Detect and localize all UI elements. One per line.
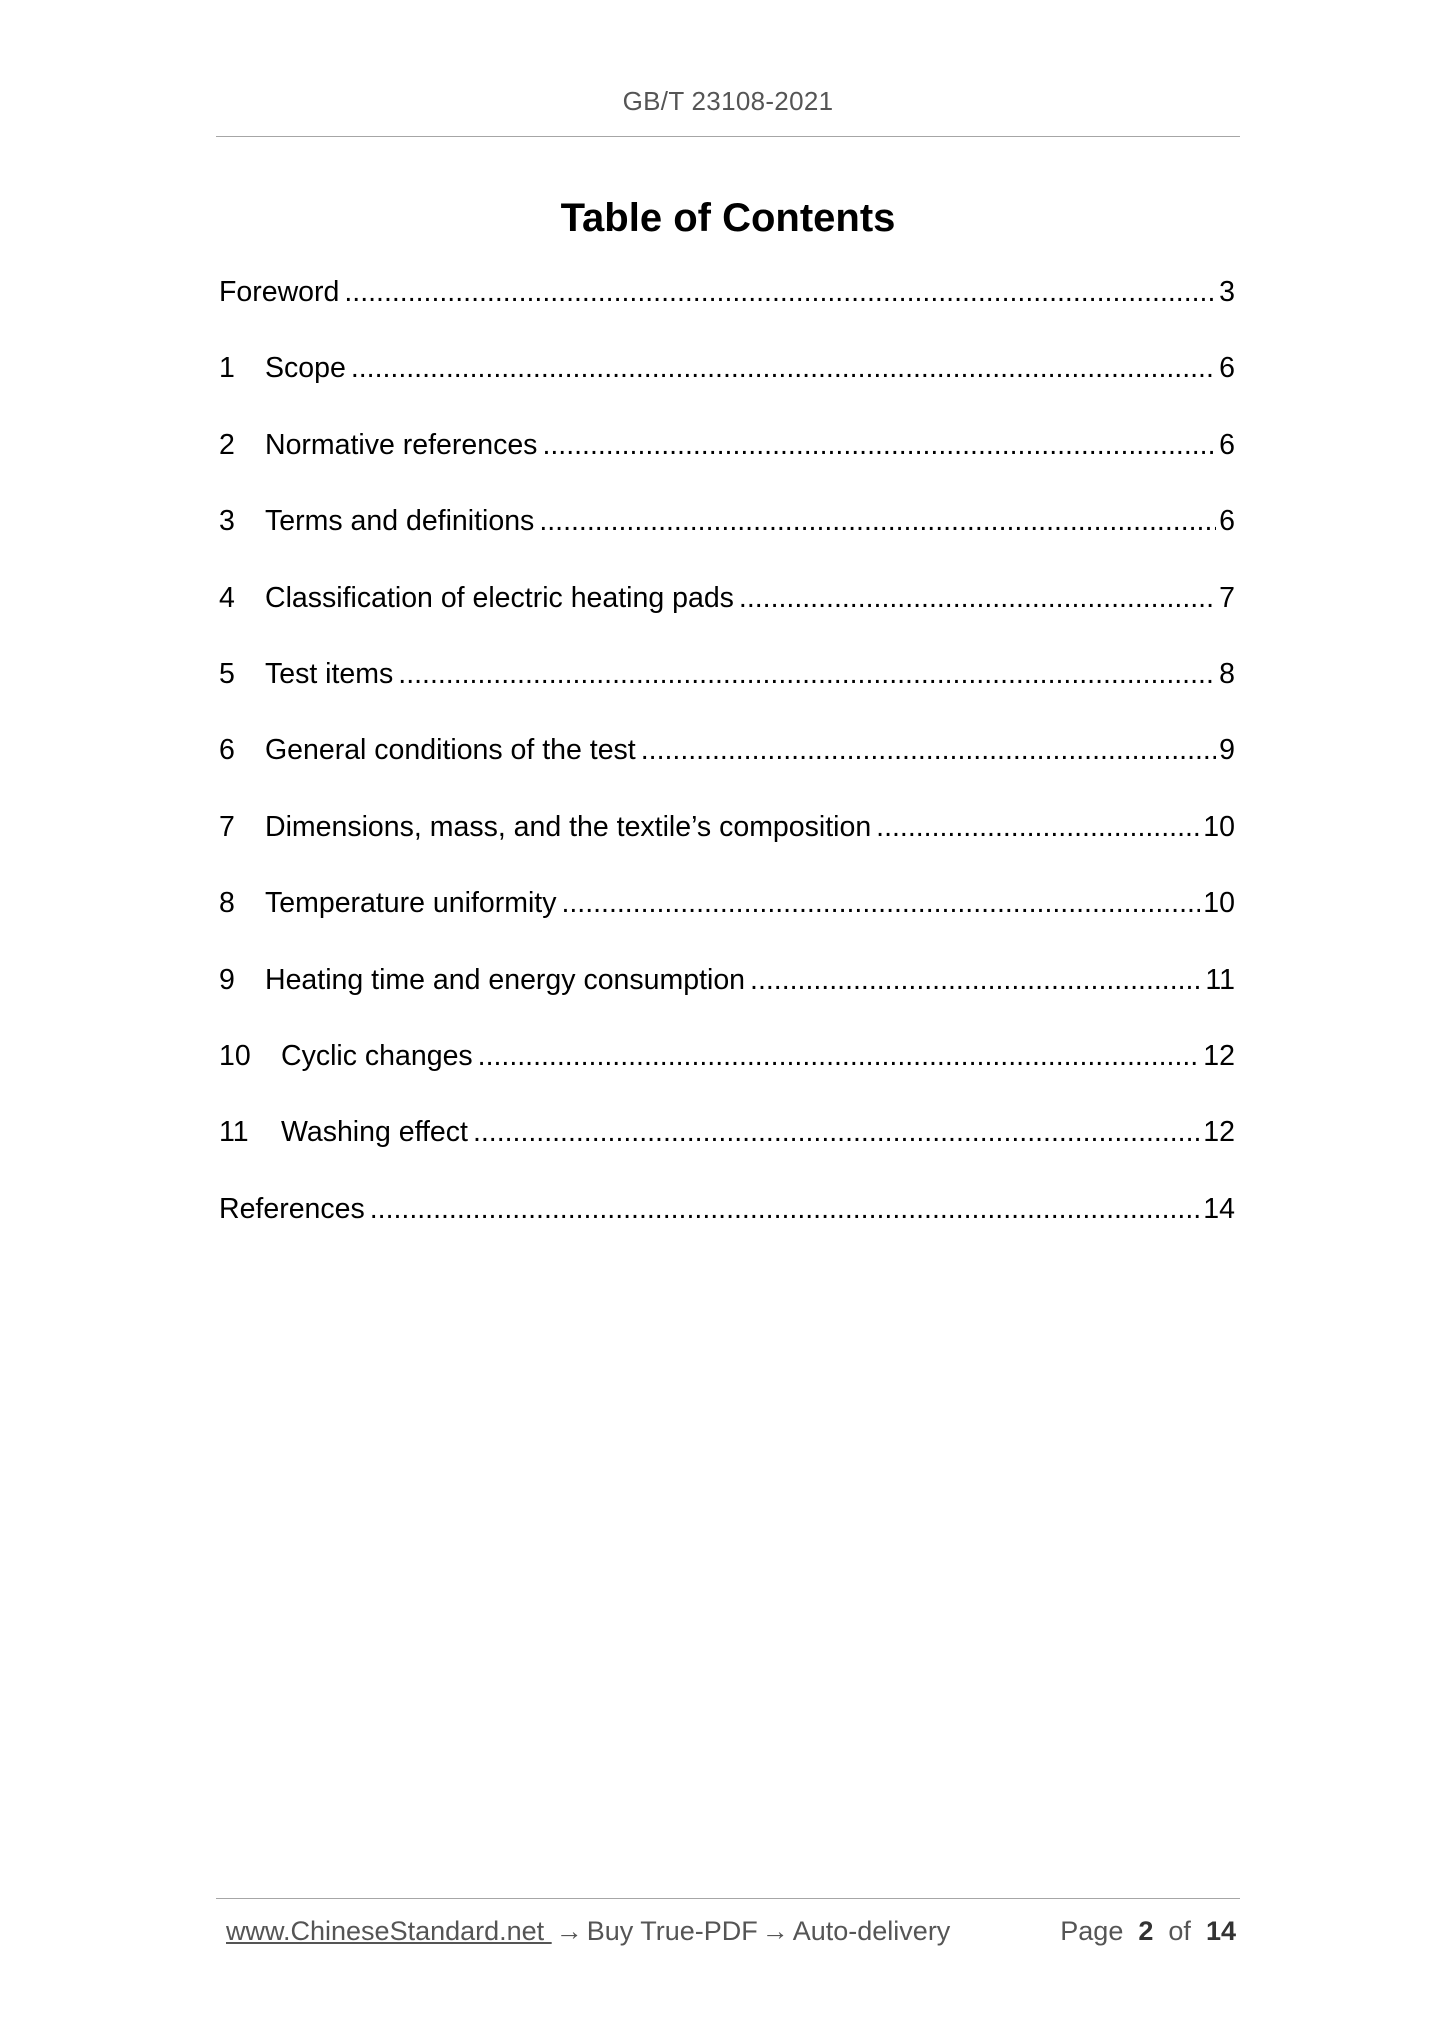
toc-dot-leader — [351, 352, 1216, 385]
toc-dot-leader — [473, 1116, 1200, 1149]
header-rule — [216, 136, 1240, 137]
toc-entry-label: References — [219, 1192, 365, 1225]
toc-dot-leader — [641, 734, 1216, 767]
page-current: 2 — [1138, 1916, 1154, 1946]
toc-entry-washing-effect[interactable] — [219, 1116, 1235, 1192]
toc-entry-page: 14 — [1203, 1192, 1235, 1225]
toc-entry-number: 7 — [219, 810, 235, 843]
toc-dot-leader — [398, 658, 1216, 691]
toc-dot-leader — [561, 887, 1200, 920]
toc-entry-number: 2 — [219, 428, 235, 461]
toc-entry-number: 5 — [219, 657, 235, 690]
toc-entry-number: 4 — [219, 581, 235, 614]
toc-entry-cyclic-changes[interactable] — [219, 1040, 1235, 1116]
toc-entry-number: 9 — [219, 963, 235, 996]
toc-entry-terms-definitions[interactable] — [219, 505, 1235, 581]
toc-entry-number: 3 — [219, 505, 235, 538]
toc-entry-page: 3 — [1219, 276, 1235, 308]
toc-entry-label: Classification of electric heating pads — [265, 581, 734, 614]
toc-entry-label: Temperature uniformity — [265, 887, 557, 920]
toc-entry-classification[interactable] — [219, 582, 1235, 658]
toc-entry-number: 6 — [219, 734, 235, 767]
toc-list — [219, 276, 1235, 1269]
toc-entry-page: 7 — [1219, 581, 1235, 614]
page-total: 14 — [1205, 1916, 1236, 1946]
toc-entry-label: Test items — [265, 657, 394, 690]
toc-entry-number: 1 — [219, 352, 235, 385]
toc-dot-leader — [542, 429, 1216, 462]
page-footer — [226, 1916, 1236, 1947]
toc-dot-leader — [370, 1193, 1201, 1226]
toc-entry-foreword[interactable] — [219, 276, 1235, 352]
toc-entry-label: Dimensions, mass, and the textile’s composition — [265, 810, 872, 843]
toc-entry-page: 6 — [1219, 505, 1235, 538]
toc-entry-page: 6 — [1219, 428, 1235, 461]
buy-true-pdf-text: Buy True-PDF — [586, 1916, 758, 1946]
toc-entry-heating-time[interactable] — [219, 964, 1235, 1040]
toc-dot-leader — [539, 505, 1216, 538]
toc-dot-leader — [344, 276, 1216, 309]
toc-entry-page: 9 — [1219, 734, 1235, 767]
website-link[interactable]: www.ChineseStandard.net — [226, 1916, 552, 1946]
page-word: Page — [1060, 1916, 1124, 1946]
toc-entry-page: 12 — [1203, 1116, 1235, 1149]
toc-entry-label: Normative references — [265, 428, 538, 461]
toc-entry-number: 11 — [219, 1116, 249, 1149]
toc-dot-leader — [750, 964, 1202, 997]
running-header: GB/T 23108-2021 — [622, 86, 834, 116]
page-of: of — [1168, 1916, 1191, 1946]
toc-dot-leader — [876, 811, 1200, 844]
toc-entry-label: Terms and definitions — [265, 505, 535, 538]
toc-entry-normative-references[interactable] — [219, 429, 1235, 505]
toc-entry-page: 11 — [1205, 963, 1235, 996]
toc-entry-label: Cyclic changes — [281, 1039, 473, 1072]
toc-entry-general-conditions[interactable] — [219, 734, 1235, 810]
toc-entry-temperature-uniformity[interactable] — [219, 887, 1235, 963]
auto-delivery-text: Auto-delivery — [792, 1916, 951, 1946]
toc-entry-label: Washing effect — [281, 1116, 468, 1149]
toc-entry-page: 6 — [1219, 352, 1235, 385]
page-indicator — [1060, 1916, 1236, 1947]
toc-entry-page: 10 — [1203, 810, 1235, 843]
toc-dot-leader — [478, 1040, 1201, 1073]
toc-entry-number: 8 — [219, 887, 235, 920]
footer-rule — [216, 1898, 1240, 1899]
toc-entry-label: General conditions of the test — [265, 734, 636, 767]
toc-entry-dimensions[interactable] — [219, 811, 1235, 887]
toc-entry-references[interactable] — [219, 1193, 1235, 1269]
toc-entry-scope[interactable] — [219, 352, 1235, 428]
toc-entry-page: 12 — [1203, 1039, 1235, 1072]
toc-entry-label: Foreword — [219, 276, 340, 308]
toc-entry-page: 8 — [1219, 657, 1235, 690]
toc-dot-leader — [739, 582, 1216, 615]
arrow-right-icon: → — [761, 1916, 789, 1946]
toc-entry-label: Scope — [265, 352, 346, 385]
arrow-right-icon: → — [555, 1916, 583, 1946]
toc-title: Table of Contents — [560, 196, 896, 240]
toc-entry-page: 10 — [1203, 887, 1235, 920]
toc-entry-number: 10 — [219, 1039, 251, 1072]
toc-entry-test-items[interactable] — [219, 658, 1235, 734]
toc-entry-label: Heating time and energy consumption — [265, 963, 746, 996]
